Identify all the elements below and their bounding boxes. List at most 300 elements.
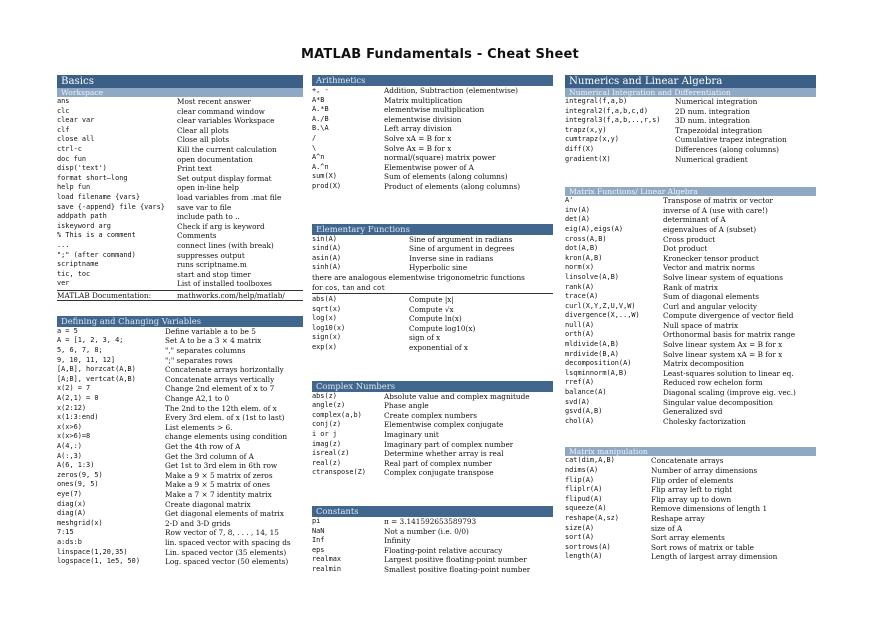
documentation-link[interactable]: mathworks.com/help/matlab/ — [177, 290, 285, 300]
table-row — [57, 270, 303, 280]
command-cell: imag(z) — [312, 439, 342, 448]
table-row — [312, 430, 553, 440]
page-title: MATLAB Fundamentals - Cheat Sheet — [301, 47, 579, 62]
table-row — [57, 557, 303, 567]
description-cell: Generalized svd — [663, 407, 723, 417]
command-cell: angle(z) — [312, 401, 346, 410]
table-row — [565, 206, 816, 216]
description-cell: Sort rows of matrix or table — [651, 542, 755, 552]
command-cell: diff(X) — [565, 144, 595, 153]
command-cell: 5, 6, 7, 8; — [57, 346, 103, 355]
command-cell: mrdivide(B,A) — [565, 349, 619, 358]
subsection-header-integration: Numerical Integration and Differentiation — [565, 88, 816, 97]
command-cell: x(2) = 7 — [57, 384, 91, 393]
command-cell: realmax — [312, 555, 342, 564]
description-cell: Diagonal scaling (improve eig. vec.) — [663, 388, 796, 398]
table-row — [57, 183, 303, 193]
command-cell: decomposition(A) — [565, 359, 632, 368]
table-row — [312, 295, 553, 305]
command-cell: gradient(X) — [565, 154, 611, 163]
description-cell: Log. spaced vector (50 elements) — [165, 557, 289, 567]
table-row — [57, 384, 303, 394]
description-cell: Solve linear system Ax = B for x — [663, 340, 783, 350]
description-cell: Absolute value and complex magnitude — [384, 391, 530, 401]
table-row — [57, 164, 303, 174]
right-column — [565, 75, 816, 562]
command-cell: abs(A) — [312, 295, 337, 304]
description-cell: include path to .. — [177, 212, 240, 222]
command-cell: realmin — [312, 564, 342, 573]
description-cell: Get the 3rd column of A — [165, 451, 254, 461]
description-cell: Matrix multiplication — [384, 95, 463, 105]
command-cell: sind(A) — [312, 244, 342, 253]
table-row — [57, 135, 303, 145]
table-row — [57, 538, 303, 548]
command-cell: zeros(9, 5) — [57, 470, 103, 479]
description-cell: Print text — [177, 164, 212, 174]
command-cell: A(:,3) — [57, 451, 82, 460]
command-cell: rref(A) — [565, 378, 595, 387]
command-cell: exp(x) — [312, 343, 337, 352]
table-row — [565, 359, 816, 369]
command-cell: asin(A) — [312, 253, 342, 262]
table-row — [312, 420, 553, 430]
command-cell: 9, 10, 11, 12] — [57, 355, 116, 364]
command-cell: lsqminnorm(A,B) — [565, 368, 628, 377]
elementary-table — [312, 235, 553, 273]
command-cell: close all — [57, 135, 95, 144]
table-row — [565, 388, 816, 398]
description-cell: Row vector of 7, 8, . . . , 14, 15 — [165, 528, 279, 538]
command-cell: sin(A) — [312, 234, 337, 243]
table-row — [565, 466, 816, 476]
command-cell: help fun — [57, 183, 91, 192]
description-cell: Reshape array — [651, 513, 705, 523]
table-row — [565, 514, 816, 524]
table-row — [565, 311, 816, 321]
command-cell: a = 5 — [57, 326, 78, 335]
description-cell: suppresses output — [177, 250, 245, 260]
description-cell: ";" separates rows — [165, 355, 233, 365]
description-cell: Remove dimensions of length 1 — [651, 504, 768, 514]
note-sep1: , — [337, 282, 342, 292]
workspace-table — [57, 97, 303, 289]
table-row — [57, 490, 303, 500]
description-cell: Make a 7 × 7 identity matrix — [165, 489, 272, 499]
description-cell: Elementwise power of A — [384, 162, 474, 172]
description-cell: Concatenate arrays vertically — [165, 374, 275, 384]
middle-column — [312, 75, 553, 575]
table-row — [565, 107, 816, 117]
table-row — [312, 536, 553, 546]
description-cell: Complex conjugate transpose — [384, 468, 494, 478]
command-cell: cumtrapz(x,y) — [565, 135, 619, 144]
table-row — [57, 126, 303, 136]
description-cell: eigenvalues of A (subset) — [663, 224, 757, 234]
description-cell: Numerical gradient — [675, 154, 748, 164]
table-row — [57, 212, 303, 222]
description-cell: Solve Ax = B for x — [384, 143, 452, 153]
description-cell: Infinity — [384, 536, 411, 546]
command-cell: integral2(f,a,b,c,d) — [565, 106, 648, 115]
table-row — [565, 378, 816, 388]
table-row — [312, 153, 553, 163]
description-cell: Hyperbolic sine — [409, 263, 468, 273]
table-row — [57, 528, 303, 538]
description-cell: Dot product — [663, 244, 708, 254]
command-cell: A(2,1) = 0 — [57, 394, 99, 403]
table-row — [565, 254, 816, 264]
table-row — [565, 126, 816, 136]
table-row — [565, 552, 816, 562]
command-cell: scriptname — [57, 260, 99, 269]
command-cell: % This is a comment — [57, 231, 136, 240]
command-cell: ctranspose(Z) — [312, 468, 366, 477]
section-header-basics: Basics — [57, 75, 303, 88]
documentation-label: MATLAB Documentation: — [57, 290, 152, 300]
table-row — [312, 401, 553, 411]
table-row — [565, 97, 816, 107]
command-cell: [A,B], horzcat(A,B) — [57, 365, 136, 374]
description-cell: elementwise multiplication — [384, 105, 485, 115]
description-cell: Reduced row echelon form — [663, 378, 763, 388]
description-cell: 3D num. integration — [675, 116, 750, 126]
table-row — [312, 163, 553, 173]
command-cell: eye(7) — [57, 489, 82, 498]
command-cell: length(A) — [565, 552, 603, 561]
description-cell: Solve linear system of equations — [663, 272, 783, 282]
description-cell: Left array division — [384, 124, 452, 134]
table-row — [57, 509, 303, 519]
command-cell: eig(A),eigs(A) — [565, 224, 624, 233]
command-cell: A^n — [312, 153, 325, 162]
elementary-note-line2 — [312, 283, 553, 293]
command-cell: meshgrid(x) — [57, 518, 103, 527]
table-row — [565, 417, 816, 427]
description-cell: Kronecker tensor product — [663, 253, 759, 263]
table-row — [57, 203, 303, 213]
command-cell: log10(x) — [312, 323, 346, 332]
command-cell: kron(A,B) — [565, 253, 603, 262]
command-cell: balance(A) — [565, 388, 607, 397]
description-cell: Product of elements (along columns) — [384, 181, 521, 191]
description-cell: clear variables Workspace — [177, 116, 275, 126]
command-cell: clf — [57, 125, 70, 134]
table-row — [312, 546, 553, 556]
command-cell: A*B — [312, 95, 325, 104]
section-header-complex: Complex Numbers — [312, 381, 553, 392]
left-column — [57, 75, 303, 567]
integration-table — [565, 97, 816, 164]
elementary-note-line1: there are analogous elementwise trigonometric functions — [312, 272, 525, 282]
table-row — [312, 235, 553, 245]
command-cell: ans — [57, 97, 70, 105]
description-cell: List elements > 6. — [165, 422, 233, 432]
table-row — [565, 292, 816, 302]
table-row — [565, 116, 816, 126]
description-cell: Addition, Subtraction (elementwise) — [384, 86, 519, 95]
description-cell: elementwise division — [384, 114, 462, 124]
description-cell: Inverse sine in radians — [409, 253, 494, 263]
table-row — [312, 411, 553, 421]
command-cell: diag(A) — [57, 509, 87, 518]
command-cell: clc — [57, 106, 70, 115]
command-cell: +, - — [312, 86, 329, 94]
command-cell: [A;B], vertcat(A,B) — [57, 374, 136, 383]
table-row — [312, 144, 553, 154]
command-cell: disp('text') — [57, 164, 107, 173]
command-cell: ... — [57, 240, 70, 249]
command-cell: sqrt(x) — [312, 304, 342, 313]
description-cell: determinant of A — [663, 215, 726, 225]
command-cell: dot(A,B) — [565, 244, 599, 253]
command-cell: \ — [312, 143, 317, 152]
command-cell: eps — [312, 545, 325, 554]
command-cell: doc fun — [57, 154, 87, 163]
description-cell: lin. spaced vector with spacing ds — [165, 537, 291, 547]
description-cell: open in-line help — [177, 183, 239, 193]
description-cell: size of A — [651, 523, 683, 533]
description-cell: Compute log10(x) — [409, 323, 476, 333]
command-cell: ones(9, 5) — [57, 480, 99, 489]
description-cell: connect lines (with break) — [177, 240, 274, 250]
description-cell: Get diagonal elements of matrix — [165, 509, 284, 519]
description-cell: Singular value decomposition — [663, 397, 773, 407]
command-cell: x(2:12) — [57, 403, 87, 412]
command-cell: cat(dim,A,B) — [565, 456, 615, 465]
table-row — [57, 452, 303, 462]
command-cell: flipud(A) — [565, 494, 603, 503]
command-cell: abs(z) — [312, 391, 337, 400]
description-cell: Least-squares solution to linear eq. — [663, 368, 794, 378]
table-row — [565, 263, 816, 273]
table-row — [312, 86, 553, 96]
description-cell: runs scriptname.m — [177, 260, 247, 270]
table-row — [312, 172, 553, 182]
section-header-elementary: Elementary Functions — [312, 224, 553, 235]
command-cell: ctrl-c — [57, 144, 82, 153]
table-row — [565, 504, 816, 514]
table-row — [565, 135, 816, 145]
command-cell: ver — [57, 279, 70, 288]
linalg-table — [565, 196, 816, 426]
table-row — [565, 283, 816, 293]
command-cell: integral3(f,a,b,..,r,s) — [565, 116, 661, 125]
table-row — [312, 468, 553, 478]
section-header-arithmetics: Arithmetics — [312, 75, 553, 86]
command-cell: B.\A — [312, 124, 329, 133]
table-row — [57, 251, 303, 261]
table-row — [565, 225, 816, 235]
command-cell: size(A) — [565, 523, 595, 532]
description-cell: Create diagonal matrix — [165, 499, 251, 509]
description-cell: Cross product — [663, 234, 716, 244]
table-row — [57, 174, 303, 184]
description-cell: save var to file — [177, 202, 232, 212]
description-cell: load variables from .mat file — [177, 192, 282, 202]
description-cell: open documentation — [177, 154, 253, 164]
command-cell: addpath path — [57, 212, 107, 221]
command-cell: A.^n — [312, 162, 329, 171]
description-cell: Rank of matrix — [663, 282, 719, 292]
table-row — [312, 314, 553, 324]
description-cell: Null space of matrix — [663, 320, 739, 330]
table-row — [57, 375, 303, 385]
description-cell: Comments — [177, 231, 217, 241]
divider — [312, 293, 553, 294]
description-cell: sign of x — [409, 333, 441, 343]
description-cell: Matrix decomposition — [663, 359, 744, 369]
command-cell: save {-append} file {vars} — [57, 202, 165, 211]
table-row — [312, 392, 553, 402]
variables-table — [57, 327, 303, 567]
command-cell: squeeze(A) — [565, 504, 607, 513]
description-cell: Sort array elements — [651, 533, 725, 543]
table-row — [565, 145, 816, 155]
complex-table — [312, 392, 553, 478]
table-row — [312, 244, 553, 254]
table-row — [57, 365, 303, 375]
command-cell: linsolve(A,B) — [565, 272, 619, 281]
command-cell: x(x>6) — [57, 422, 82, 431]
description-cell: exponential of x — [409, 343, 469, 353]
command-cell: ndims(A) — [565, 466, 599, 474]
table-row — [57, 193, 303, 203]
command-cell: diag(x) — [57, 499, 87, 508]
description-cell: Check if arg is keyword — [177, 221, 265, 231]
command-cell: sort(A) — [565, 533, 595, 542]
command-cell: mldivide(A,B) — [565, 340, 619, 349]
description-cell: Change 2nd element of x to 7 — [165, 384, 275, 394]
description-cell: Make a 9 × 5 matrix of zeros — [165, 470, 273, 480]
description-cell: π = 3.141592653589793 — [384, 517, 477, 526]
description-cell: Phase angle — [384, 401, 429, 411]
description-cell: Compute divergence of vector field — [663, 311, 794, 321]
description-cell: Get the 4th row of A — [165, 442, 241, 451]
command-cell: sinh(A) — [312, 263, 342, 272]
description-cell: The 2nd to the 12th elem. of x — [165, 403, 277, 413]
table-row — [565, 485, 816, 495]
description-cell: Determine whether array is real — [384, 449, 504, 459]
description-cell: Concatenate arrays horizontally — [165, 365, 284, 375]
description-cell: Trapezoidal integration — [675, 125, 763, 135]
description-cell: Numerical integration — [675, 97, 758, 106]
command-cell: NaN — [312, 526, 325, 535]
description-cell: Lin. spaced vector (35 elements) — [165, 547, 287, 557]
command-cell: tic, toc — [57, 269, 91, 278]
description-cell: Set A to be a 3 × 4 matrix — [165, 336, 262, 346]
description-cell: Floating-point relative accuracy — [384, 545, 503, 555]
section-header-constants: Constants — [312, 506, 553, 517]
command-cell: reshape(A,sz) — [565, 513, 619, 522]
table-row — [312, 124, 553, 134]
subsection-header-workspace: Workspace — [57, 88, 303, 97]
table-row — [312, 343, 553, 353]
table-row — [565, 235, 816, 245]
command-cell: ";" (after command) — [57, 250, 136, 259]
description-cell: Imaginary part of complex number — [384, 439, 514, 449]
table-row — [57, 480, 303, 490]
command-cell: prod(X) — [312, 181, 342, 190]
description-cell: Cumulative trapez integration — [675, 135, 787, 145]
command-cell: curl(X,Y,Z,U,V,W) — [565, 301, 636, 310]
description-cell: normal/(square) matrix power — [384, 153, 496, 163]
description-cell: Vector and matrix norms — [663, 263, 755, 273]
table-row — [312, 324, 553, 334]
command-cell: det(A) — [565, 215, 590, 224]
description-cell: Imaginary unit — [384, 430, 439, 440]
table-row — [312, 96, 553, 106]
description-cell: Compute √x — [409, 304, 454, 314]
command-cell: A' — [565, 196, 574, 205]
description-cell: Length of largest array dimension — [651, 552, 778, 562]
description-cell: Sum of diagonal elements — [663, 292, 760, 302]
table-row — [312, 305, 553, 315]
command-cell: norm(x) — [565, 263, 595, 272]
table-row — [57, 423, 303, 433]
command-cell: logspace(1, 1e5, 50) — [57, 557, 140, 566]
description-cell: Largest positive floating-point number — [384, 555, 527, 565]
description-cell: Create complex numbers — [384, 410, 478, 420]
command-cell: log(x) — [312, 314, 337, 323]
description-cell: Number of array dimensions — [651, 466, 758, 475]
description-cell: clear command window — [177, 106, 265, 116]
description-cell: Smallest positive floating-point number — [384, 564, 531, 574]
table-row — [565, 196, 816, 206]
table-row — [565, 302, 816, 312]
table-row — [312, 254, 553, 264]
table-row — [312, 182, 553, 192]
table-row — [312, 263, 553, 273]
description-cell: Curl and angular velocity — [663, 301, 758, 311]
command-cell: inv(A) — [565, 205, 590, 214]
command-cell: iskeyword arg — [57, 221, 111, 230]
table-row — [565, 369, 816, 379]
table-row — [57, 155, 303, 165]
table-row — [565, 533, 816, 543]
description-cell: Sum of elements (along columns) — [384, 172, 508, 182]
table-row — [565, 215, 816, 225]
subsection-header-linalg: Matrix Functions/ Linear Algebra — [565, 187, 816, 196]
command-cell: flip(A) — [565, 475, 595, 484]
command-cell: complex(a,b) — [312, 410, 362, 419]
note-cos: cos — [324, 283, 338, 292]
table-row — [565, 340, 816, 350]
description-cell: Transpose of matrix or vector — [663, 196, 774, 206]
command-cell: x(1:3:end) — [57, 413, 99, 422]
description-cell: List of installed toolboxes — [177, 279, 272, 289]
description-cell: Close all plots — [177, 135, 230, 145]
table-row — [57, 519, 303, 529]
command-cell: cross(A,B) — [565, 234, 607, 243]
table-row — [565, 495, 816, 505]
table-row — [565, 456, 816, 466]
table-row — [57, 471, 303, 481]
table-row — [565, 330, 816, 340]
table-row — [312, 115, 553, 125]
manipulation-table — [565, 456, 816, 562]
description-cell: Make a 9 × 5 matrix of ones — [165, 480, 270, 490]
table-row — [312, 555, 553, 565]
table-row — [57, 145, 303, 155]
note-prefix: for — [312, 282, 325, 292]
table-row — [312, 527, 553, 537]
table-row — [57, 356, 303, 366]
description-cell: Solve linear system xA = B for x — [663, 349, 783, 359]
table-row — [57, 336, 303, 346]
command-cell: rank(A) — [565, 282, 595, 291]
command-cell: null(A) — [565, 320, 595, 329]
